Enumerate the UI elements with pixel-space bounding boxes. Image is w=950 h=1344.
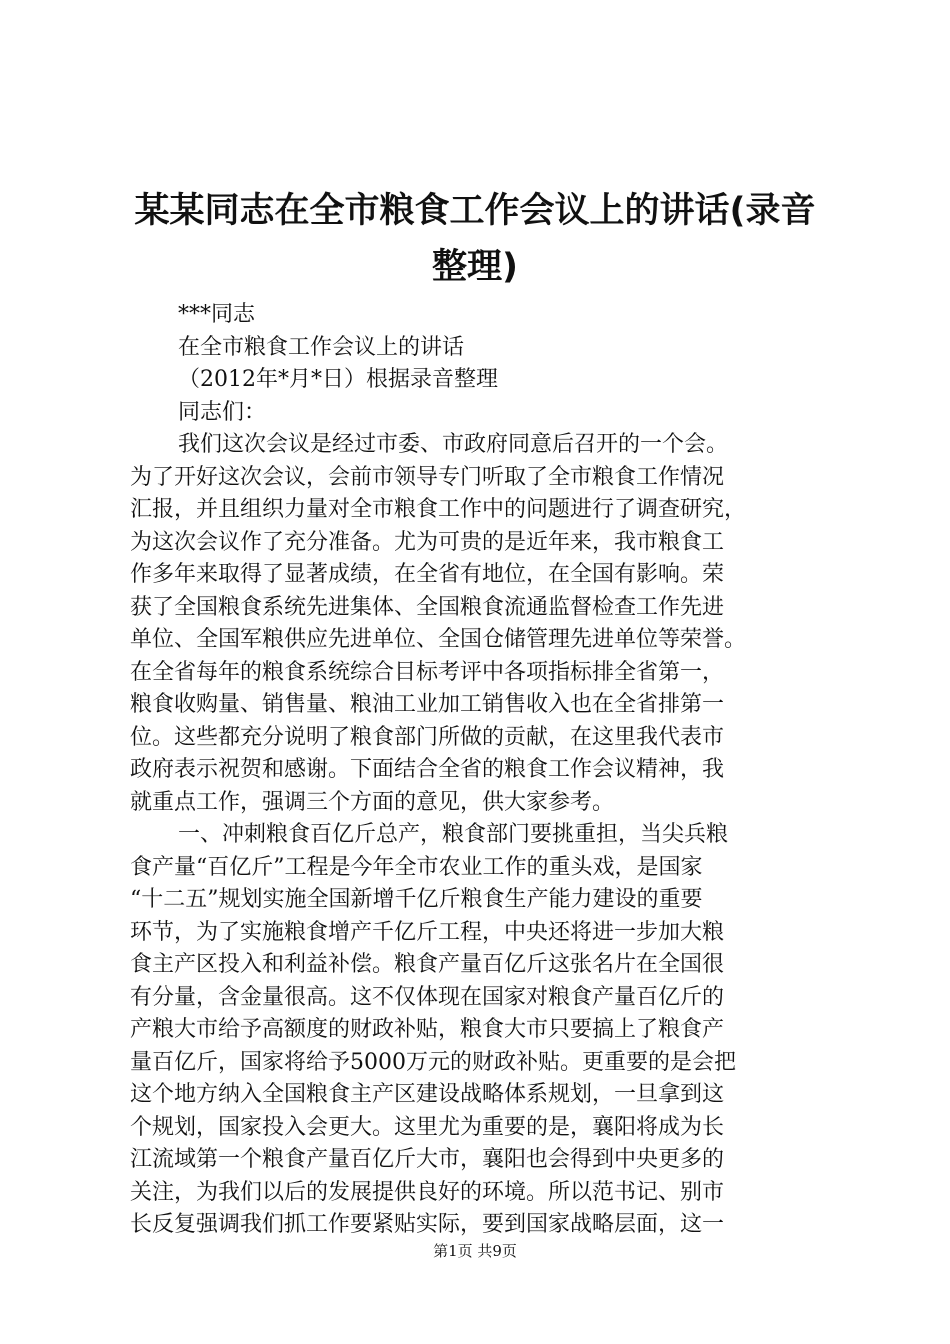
- paragraph-2-line: 长反复强调我们抓工作要紧贴实际，要到国家战略层面，这一: [130, 1212, 725, 1237]
- title-line-2: 整理): [432, 247, 518, 287]
- paragraph-2-line: 量百亿斤，国家将给予5000万元的财政补贴。更重要的是会把: [130, 1049, 736, 1075]
- paragraph-2-line: 这个地方纳入全国粮食主产区建设战略体系规划，一旦拿到这: [130, 1082, 725, 1107]
- paragraph-1-line: 在全省每年的粮食系统综合目标考评中各项指标排全省第一，: [130, 659, 725, 685]
- paragraph-2-line: 食主产区投入和利益补偿。粮食产量百亿斤这张名片在全国很: [130, 952, 725, 977]
- paragraph-1-line: 位。这些都充分说明了粮食部门所做的贡献，在这里我代表市: [130, 724, 725, 750]
- paragraph-2-line: 个规划，国家投入会更大。这里尤为重要的是，襄阳将成为长: [130, 1114, 725, 1140]
- paragraph-1-line: 为了开好这次会议，会前市领导专门听取了全市粮食工作情况: [130, 464, 725, 490]
- document-body: [130, 299, 830, 1242]
- paragraph-1-line: 单位、全国军粮供应先进单位、全国仓储管理先进单位等荣誉。: [130, 627, 747, 652]
- paragraph-2-line: 有分量，含金量很高。这不仅体现在国家对粮食产量百亿斤的: [130, 984, 725, 1010]
- paragraph-1-line: 汇报，并且组织力量对全市粮食工作中的问题进行了调查研究，: [130, 497, 747, 522]
- paragraph-2-line: 江流域第一个粮食产量百亿斤大市，襄阳也会得到中央更多的: [130, 1147, 725, 1172]
- salutation: 同志们：: [178, 399, 267, 425]
- speech-date-note: （2012年*月*日）根据录音整理: [178, 367, 498, 392]
- paragraph-2-line: 环节，为了实施粮食增产千亿斤工程，中央还将进一步加大粮: [130, 919, 725, 945]
- paragraph-2-line: 一、冲刺粮食百亿斤总产，粮食部门要挑重担，当尖兵粮: [178, 822, 729, 847]
- paragraph-1-line: 就重点工作，强调三个方面的意见，供大家参考。: [130, 789, 615, 815]
- paragraph-1-line: 为这次会议作了充分准备。尤为可贵的是近年来，我市粮食工: [130, 529, 725, 555]
- page-number-footer: 第1页 共9页: [433, 1242, 517, 1260]
- paragraph-1-line: 获了全国粮食系统先进集体、全国粮食流通监督检查工作先进: [130, 594, 725, 620]
- paragraph-1-line: 粮食收购量、销售量、粮油工业加工销售收入也在全省排第一: [130, 692, 725, 717]
- document-title: [0, 183, 950, 295]
- paragraph-2-line: 产粮大市给予高额度的财政补贴，粮食大市只要搞上了粮食产: [130, 1017, 725, 1042]
- paragraph-2-line: 食产量“百亿斤”工程是今年全市农业工作的重头戏，是国家: [130, 854, 703, 880]
- speech-subtitle: 在全市粮食工作会议上的讲话: [178, 334, 465, 360]
- paragraph-2-line: “十二五”规划实施全国新增千亿斤粮食生产能力建设的重要: [130, 887, 703, 912]
- paragraph-2-line: 关注，为我们以后的发展提供良好的环境。所以范书记、别市: [130, 1179, 725, 1205]
- title-line-1: 某某同志在全市粮食工作会议上的讲话(录音: [134, 191, 816, 231]
- paragraph-1-line: 作多年来取得了显著成绩，在全省有地位，在全国有影响。荣: [130, 562, 725, 587]
- paragraph-1-line: 我们这次会议是经过市委、市政府同意后召开的一个会。: [178, 432, 729, 457]
- paragraph-1-line: 政府表示祝贺和感谢。下面结合全省的粮食工作会议精神，我: [130, 757, 725, 782]
- speaker-line: ***同志: [178, 302, 256, 327]
